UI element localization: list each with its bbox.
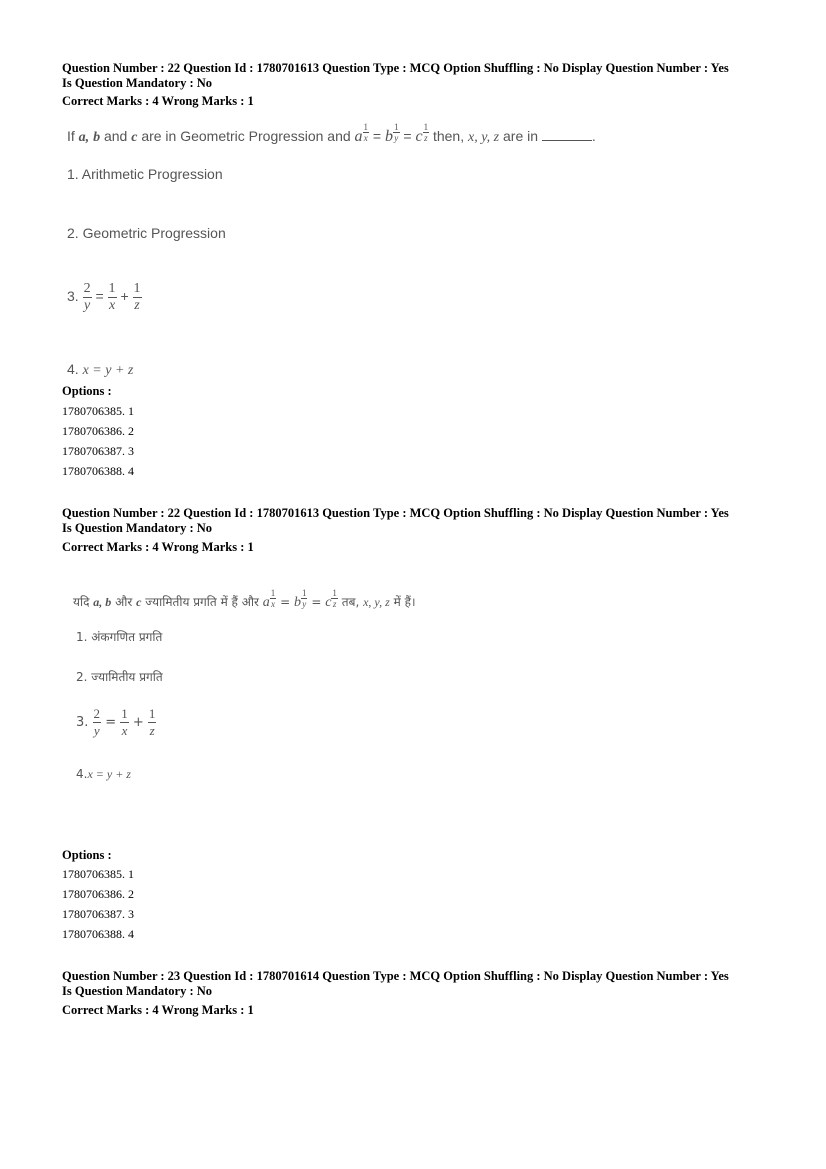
q3-header-line3: Correct Marks : 4 Wrong Marks : 1 bbox=[62, 1003, 254, 1017]
q2-option-4: 1780706388. 4 bbox=[62, 927, 134, 941]
q1-choice-4: 4. x = y + z bbox=[67, 361, 134, 378]
q2-option-2: 1780706386. 2 bbox=[62, 887, 134, 901]
q1-option-2: 1780706386. 2 bbox=[62, 424, 134, 438]
q1-header-line2: Is Question Mandatory : No bbox=[62, 76, 213, 90]
q2-choice-3: 3. $\frac{2}{y}$ = $\frac{1}{x}$ + $\frac{1}{z}$ bbox=[76, 706, 156, 738]
q2-header-line3: Correct Marks : 4 Wrong Marks : 1 bbox=[62, 540, 254, 554]
q1-header-line3: Correct Marks : 4 Wrong Marks : 1 bbox=[62, 94, 254, 108]
q2-header-line1: Question Number : 22 Question Id : 1780701613 Question Type : MCQ Option Shuffling : No Display Question Number : Yes bbox=[62, 506, 729, 520]
answer-blank bbox=[542, 140, 592, 141]
q1-question-text: If a, b and c are in Geometric Progression and a $^{\frac{1}{x}}$ = b $^{\frac{1}{y}}$ = c $^{\frac{1}{z}}$ then, x, y, z are in . bbox=[67, 122, 596, 145]
q3-header-line2: Is Question Mandatory : No bbox=[62, 984, 213, 998]
q1-choice-3: 3. $\frac{2}{y}$ = $\frac{1}{x}$ + $\frac{1}{z}$ bbox=[67, 281, 141, 313]
q1-choice-2: 2. Geometric Progression bbox=[67, 225, 226, 241]
q1-choice-1: 1. Arithmetic Progression bbox=[67, 166, 223, 182]
q2-header-line2: Is Question Mandatory : No bbox=[62, 521, 213, 535]
q2-option-1: 1780706385. 1 bbox=[62, 867, 134, 881]
q2-choice-2: 2. ज्यामितीय प्रगति bbox=[76, 670, 163, 684]
q3-header-line1: Question Number : 23 Question Id : 1780701614 Question Type : MCQ Option Shuffling : No Display Question Number : Yes bbox=[62, 969, 729, 983]
q2-options-title: Options : bbox=[62, 848, 112, 862]
q1-options-title: Options : bbox=[62, 384, 112, 398]
q2-choice-1: 1. अंकगणित प्रगति bbox=[76, 630, 163, 644]
q1-header-line1: Question Number : 22 Question Id : 1780701613 Question Type : MCQ Option Shuffling : No Display Question Number : Yes bbox=[62, 61, 729, 75]
q1-option-1: 1780706385. 1 bbox=[62, 404, 134, 418]
q1-option-4: 1780706388. 4 bbox=[62, 464, 134, 478]
q2-question-text: यदि a, b और c ज्यामितीय प्रगति में हैं और a $^{\frac{1}{x}}$ = b $^{\frac{1}{y}}$ = c $^{\frac{1}{z}}$ तब, x, y, z में हैं। bbox=[73, 588, 416, 611]
q2-choice-4: 4.x = y + z bbox=[76, 767, 131, 781]
q1-option-3: 1780706387. 3 bbox=[62, 444, 134, 458]
q2-option-3: 1780706387. 3 bbox=[62, 907, 134, 921]
